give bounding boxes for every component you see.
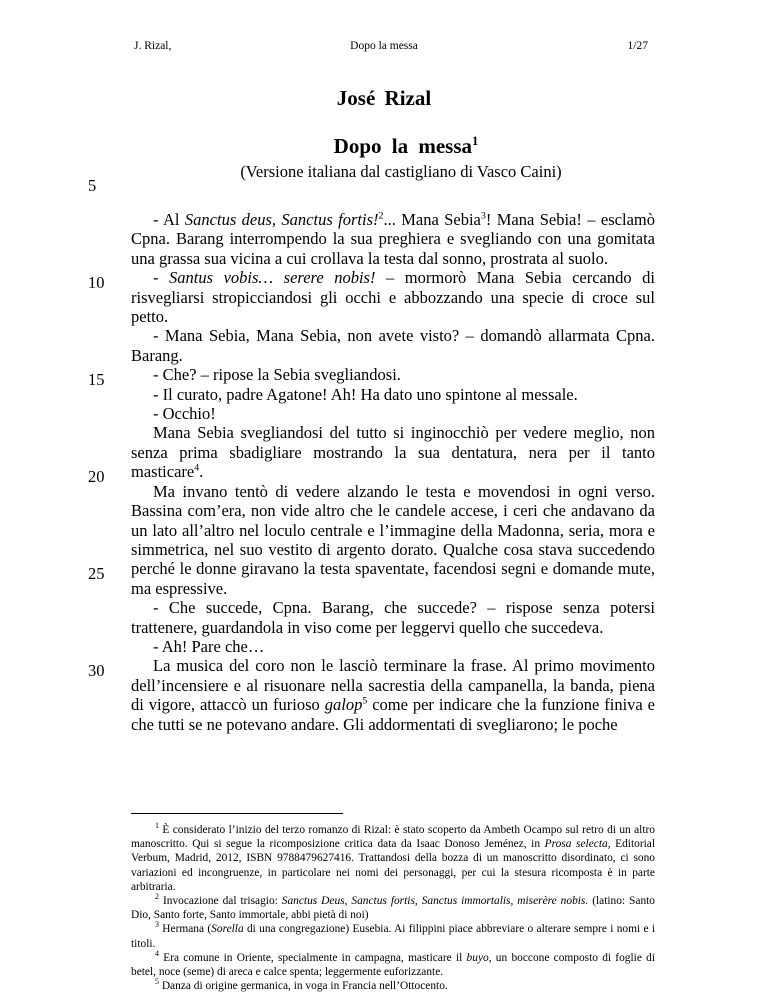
- paragraph: [131, 404, 655, 423]
- paragraph: [131, 210, 655, 268]
- text-run: - Occhio!: [153, 404, 216, 424]
- line-number: 10: [88, 273, 105, 292]
- text-run: Danza di origine germanica, in voga in Francia nell’Ottocento.: [158, 980, 448, 993]
- translation-note: (Versione italiana dal castigliano di Vasco Caini): [240, 162, 562, 181]
- paragraph: [131, 385, 655, 404]
- body-text: [131, 210, 655, 734]
- line-number: 15: [88, 370, 105, 389]
- work-title: [0, 134, 768, 159]
- italic-text: Sanctus deus, Sanctus fortis!: [184, 210, 379, 229]
- text-run: .: [199, 462, 204, 482]
- paragraph: [131, 656, 655, 734]
- line-number: 30: [88, 661, 105, 680]
- text-run: - Che? – ripose la Sebia svegliandosi.: [153, 365, 401, 385]
- paragraph: [131, 268, 655, 326]
- text-run: – mormorò Mana Sebia cercando di risvegliarsi stropicciandosi gli occhi e abbozzando una specie di croce sul petto.: [131, 268, 655, 327]
- text-run: È considerato l’inizio del terzo romanzo di Rizal: è stato scoperto da Ambeth Ocampo sul retro di un altro manoscritto. Qui si segue la ricomposizione critica data da Isaac Donoso Jeménez, in: [131, 824, 655, 851]
- paragraph: [131, 598, 655, 637]
- footnote-ref: 3: [480, 210, 486, 222]
- paragraph: [131, 365, 655, 384]
- text-run: di una congregazione) Eusebia. Ai filippini piace abbreviare o alterare sempre i nomi e i titoli.: [131, 923, 655, 950]
- line-number: 25: [88, 564, 105, 583]
- footnote-ref: 4: [155, 949, 159, 959]
- italic-text: buyo: [466, 951, 489, 964]
- text-run: - Mana Sebia, Mana Sebia, non avete visto? – domandò allarmata Cpna. Barang.: [131, 326, 655, 365]
- text-run: , Editorial Verbum, Madrid, 2012, ISBN 9788479627416. Trattandosi della bozza di un manoscritto disordinato, ci sono variazioni ed incongruenze, in particolare nei nomi dei personaggi, per cui la stesura ricomposta è in parte arbitraria.: [131, 838, 656, 893]
- italic-text: galop: [324, 695, 363, 715]
- footnote-ref: 1: [472, 134, 479, 148]
- text-run: Era comune in Oriente, specialmente in campagna, masticare il: [158, 951, 467, 964]
- text-run: Ma invano tentò di vedere alzando le testa e movendosi in ogni verso. Bassina com’era, non vide altro che le candele accese, i ceri che andavano da un lato all’altro nel loculo centrale e l’immagine della Madonna, seria, mora e simmetrica, nel suo vestito di argento dorato. Qualche cosa stava succedendo perché le donne giravano la testa spaventate, facendosi segni e domande mute, ma espressive.: [131, 481, 655, 598]
- footnote-ref: 2: [378, 210, 384, 222]
- page-number: 1/27: [627, 40, 648, 52]
- header-title: Dopo la messa: [350, 40, 418, 52]
- footnote-ref: 5: [155, 977, 159, 987]
- italic-text: Sorella: [211, 923, 244, 936]
- footnote-ref: 3: [155, 920, 159, 930]
- text-run: , un boccone composto di foglie di betel, noce (seme) di areca e calce spenta; leggermente euforizzante.: [131, 951, 655, 979]
- footnote-separator: [131, 813, 343, 814]
- footnote: [131, 823, 655, 894]
- text-run: - Il curato, padre Agatone! Ah! Ha dato uno spintone al messale.: [153, 384, 578, 404]
- footnote: [131, 979, 655, 993]
- text-run: Invocazione dal trisagio:: [158, 895, 282, 908]
- author-name: José Rizal: [336, 86, 432, 110]
- paragraph: [131, 423, 655, 481]
- text-run: Mana Sebia svegliandosi del tutto si inginocchiò per vedere meglio, non senza prima sbadigliare mostrando la sua dentatura, nera per il tanto masticare: [131, 423, 655, 482]
- line-number: 20: [88, 467, 105, 486]
- footnote-ref: 4: [194, 462, 200, 474]
- text-run: Hermana (: [158, 923, 212, 936]
- italic-text: Sanctus Deus, Sanctus fortis, Sanctus immortalis, miserère nobis.: [281, 895, 589, 908]
- text-run: - Al: [153, 210, 185, 229]
- text-run: ! Mana Sebia! – esclamò Cpna. Barang interrompendo la sua preghiera e svegliando con una gomitata una grassa sua vicina a cui crollava la testa dal sonno, prostrata al suolo.: [131, 210, 655, 268]
- footnote: [131, 894, 655, 922]
- paragraph: [131, 637, 655, 656]
- italic-text: Santus vobis… serere nobis!: [169, 268, 376, 288]
- text-run: (latino: Santo Dio, Santo forte, Santo immortale, abbi pietà di noi): [131, 895, 656, 922]
- text-run: ... Mana Sebia: [383, 210, 481, 229]
- text-run: come per indicare che la funzione finiva e che tutti se ne potevano andare. Gli addormentati di svegliarono; le poche: [131, 695, 655, 734]
- footnote: [131, 951, 655, 979]
- header-author: J. Rizal,: [134, 40, 172, 52]
- italic-text: Prosa selecta: [544, 838, 608, 851]
- footnote-ref: 1: [155, 821, 159, 831]
- footnote: [131, 922, 655, 950]
- work-title-text: Dopo la messa: [333, 134, 473, 158]
- line-number: 5: [88, 176, 97, 195]
- footnote-ref: 5: [362, 695, 368, 707]
- text-run: - Ah! Pare che…: [153, 636, 265, 656]
- text-run: -: [153, 268, 170, 288]
- paragraph: [131, 326, 655, 365]
- text-run: - Che succede, Cpna. Barang, che succede? – rispose senza potersi trattenere, guardandola in viso come per leggervi quello che succedeva.: [131, 598, 655, 637]
- paragraph: [131, 482, 655, 598]
- footnotes: [131, 823, 655, 993]
- text-run: La musica del coro non le lasciò terminare la frase. Al primo movimento dell’incensiere e al risuonare nella sacrestia della campanella, la banda, piena di vigore, attaccò un furioso: [131, 656, 655, 715]
- footnote-ref: 2: [155, 892, 159, 902]
